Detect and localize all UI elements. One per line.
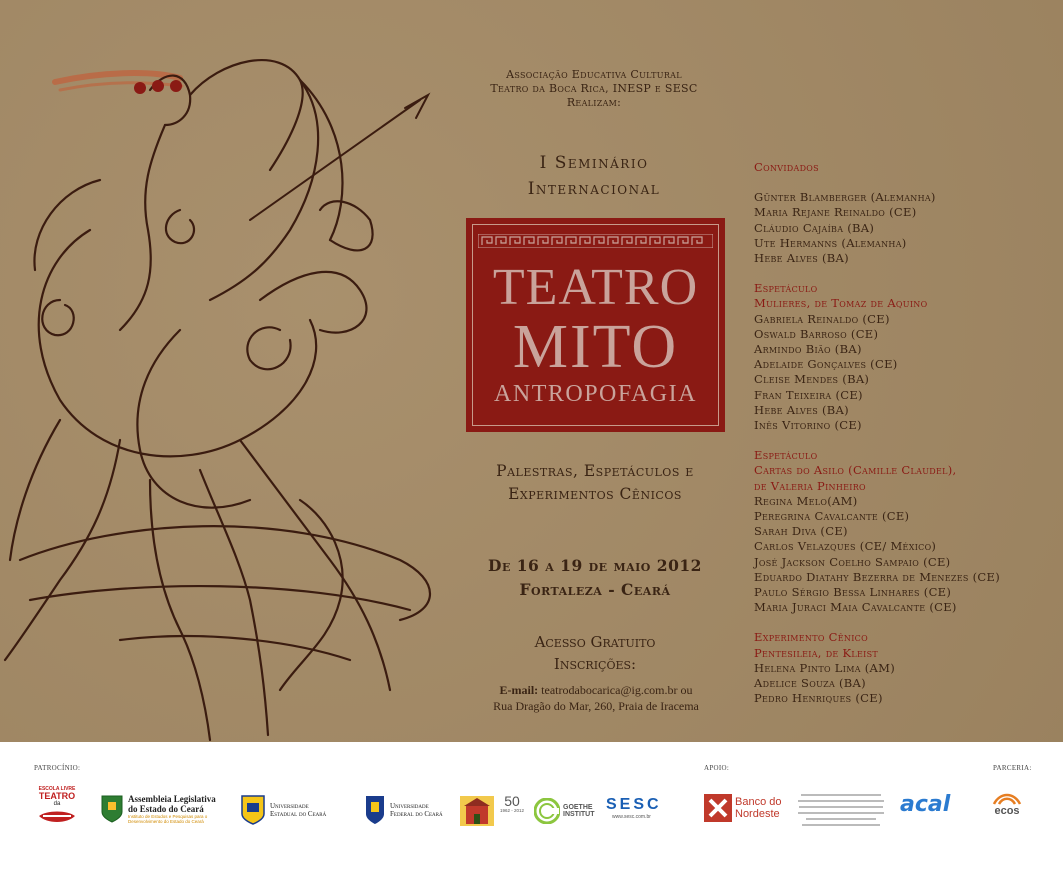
email-label: E-mail:: [499, 683, 539, 697]
experiment-title: Experimento Cênico: [754, 630, 868, 645]
teatro-boca-rica-logo: [36, 786, 78, 828]
greek-key-border: [478, 234, 713, 248]
partner-label: PARCERIA:: [993, 764, 1032, 772]
header-line-1: Associação Educativa Cultural: [506, 68, 682, 81]
subtitle-line-1: Palestras, Espetáculos e: [496, 462, 694, 480]
lips-icon: [37, 808, 77, 826]
show1-title: Espetáculo: [754, 281, 818, 296]
uece-line2: Estadual do Ceará: [270, 810, 327, 818]
organizers-header: [470, 68, 718, 110]
experiment-subtitle: Pentesileia, de Kleist: [754, 645, 879, 660]
goethe-circle-icon: [534, 798, 560, 824]
goethe-logo: [534, 798, 595, 824]
show2-subtitle-1: Cartas do Asilo (Camille Claudel),: [754, 463, 957, 478]
house-image-icon: [460, 796, 494, 826]
header-line-3: Realizam:: [566, 96, 622, 109]
sesc-url: www.sesc.com.br: [612, 814, 651, 820]
ufc-crest-icon: [364, 794, 386, 826]
assembleia-line3: Instituto de Estudos e Pesquisas para o: [128, 814, 208, 819]
rider-illustration: [0, 0, 460, 742]
experiment-item: Adelice Souza (BA): [754, 676, 866, 691]
show2-item: Regina Melo(AM): [754, 493, 858, 508]
sponsors-footer: [0, 742, 1063, 886]
address: Rua Dragão do Mar, 260, Praia de Iracema: [493, 699, 699, 713]
show2-item: José Jackson Coelho Sampaio (CE): [754, 554, 951, 569]
program-list: [754, 160, 1054, 707]
show2-item: Maria Juraci Maia Cavalcante (CE): [754, 600, 957, 615]
ecos-waves-icon: [990, 790, 1024, 806]
seminar-line-1: I Seminário: [539, 153, 649, 173]
uece-line1: Universidade: [270, 802, 309, 810]
ecos-name: ecos: [994, 805, 1020, 817]
uece-crest-icon: [240, 794, 266, 826]
guests-title: Convidados: [754, 160, 819, 174]
show1-item: Inês Vitorino (CE): [754, 418, 862, 433]
email-address[interactable]: teatrodabocarica@ig.com.br ou: [541, 683, 693, 697]
support-text-block: [796, 794, 886, 826]
guest-item: Ute Hermanns (Alemanha): [754, 235, 907, 250]
acal-name: acal: [900, 792, 951, 817]
ceara-crest-icon: [100, 794, 124, 824]
show1-item: Oswald Barroso (CE): [754, 326, 879, 341]
experiment-item: Pedro Henriques (CE): [754, 691, 883, 706]
sponsor-label: PATROCÍNIO:: [34, 764, 81, 772]
show1-item: Armindo Bião (BA): [754, 342, 862, 357]
guest-item: Hebe Alves (BA): [754, 251, 849, 266]
assembleia-line2: do Estado do Ceará: [128, 804, 204, 814]
show1-item: Hebe Alves (BA): [754, 402, 849, 417]
guest-item: Maria Rejane Reinaldo (CE): [754, 205, 917, 220]
seminar-title: [470, 150, 718, 202]
ecos-logo: [990, 790, 1024, 817]
sesc-logo: [606, 796, 662, 820]
dates-line-1: De 16 a 19 de maio 2012: [488, 556, 702, 575]
fifty-years-logo: [500, 794, 524, 813]
show2-item: Paulo Sérgio Bessa Linhares (CE): [754, 585, 952, 600]
access-info: [450, 631, 740, 675]
goethe-line2: INSTITUT: [563, 811, 595, 818]
assembleia-logo: [100, 794, 216, 824]
show1-item: Cleise Mendes (BA): [754, 372, 870, 387]
show1-subtitle: Mulieres, de Tomaz de Aquino: [754, 296, 928, 311]
access-line-1: Acesso Gratuito: [534, 633, 656, 651]
show2-title: Espetáculo: [754, 448, 818, 463]
guest-item: Günter Blamberger (Alemanha): [754, 190, 936, 205]
logo-word-teatro: TEATRO: [492, 259, 699, 316]
goethe-line1: GOETHE: [563, 804, 593, 811]
support-label: APOIO:: [704, 764, 730, 772]
show1-item: Fran Teixeira (CE): [754, 387, 863, 402]
logo-word-mito: MITO: [512, 313, 679, 381]
banco-nordeste-logo: [704, 794, 781, 822]
event-subtitle: [450, 460, 740, 506]
access-line-2: Inscrições:: [553, 655, 637, 673]
event-dates: [450, 554, 740, 602]
banco-line1: Banco do: [735, 796, 782, 808]
header-line-2: Teatro da Boca Rica, INESP e SESC: [490, 82, 698, 95]
contact-info: [456, 682, 736, 714]
ufc-logo: [364, 794, 443, 826]
ufc-line2: Federal do Ceará: [390, 810, 443, 818]
fifty-number: 50: [504, 793, 520, 809]
banco-line2: Nordeste: [735, 808, 780, 820]
show2-item: Carlos Velazques (CE/ México): [754, 539, 937, 554]
show2-subtitle-2: de Valeria Pinheiro: [754, 478, 866, 493]
casa-cultura-logo: [460, 796, 494, 826]
uece-logo: [240, 794, 326, 826]
show2-item: Eduardo Diatahy Bezerra de Menezes (CE): [754, 569, 1000, 584]
event-logo: [466, 218, 725, 432]
show1-item: Adelaide Gonçalves (CE): [754, 357, 898, 372]
acal-logo: [900, 792, 950, 817]
show2-item: Sarah Diva (CE): [754, 524, 848, 539]
experiment-item: Helena Pinto Lima (AM): [754, 660, 895, 675]
dates-line-2: Fortaleza - Ceará: [519, 580, 671, 599]
assembleia-line1: Assembleia Legislativa: [128, 794, 216, 804]
bnb-icon: [704, 794, 732, 822]
seminar-line-2: Internacional: [527, 179, 661, 199]
teatro-logo-line3: da: [53, 801, 61, 807]
logo-word-antropofagia: ANTROPOFAGIA: [494, 381, 697, 407]
assembleia-line4: Desenvolvimento do Estado do Ceará: [128, 819, 204, 824]
guest-item: Cláudio Cajaíba (BA): [754, 220, 875, 235]
teatro-logo-line1: ESCOLA LIVRE: [38, 786, 76, 792]
subtitle-line-2: Experimentos Cênicos: [508, 485, 682, 503]
show1-item: Gabriela Reinaldo (CE): [754, 311, 890, 326]
show2-item: Peregrina Cavalcante (CE): [754, 509, 910, 524]
fifty-years: 1962 - 2012: [500, 808, 525, 813]
teatro-logo-line2: TEATRO: [38, 791, 76, 801]
ufc-line1: Universidade: [390, 802, 429, 810]
sesc-name: SESC: [606, 796, 662, 813]
